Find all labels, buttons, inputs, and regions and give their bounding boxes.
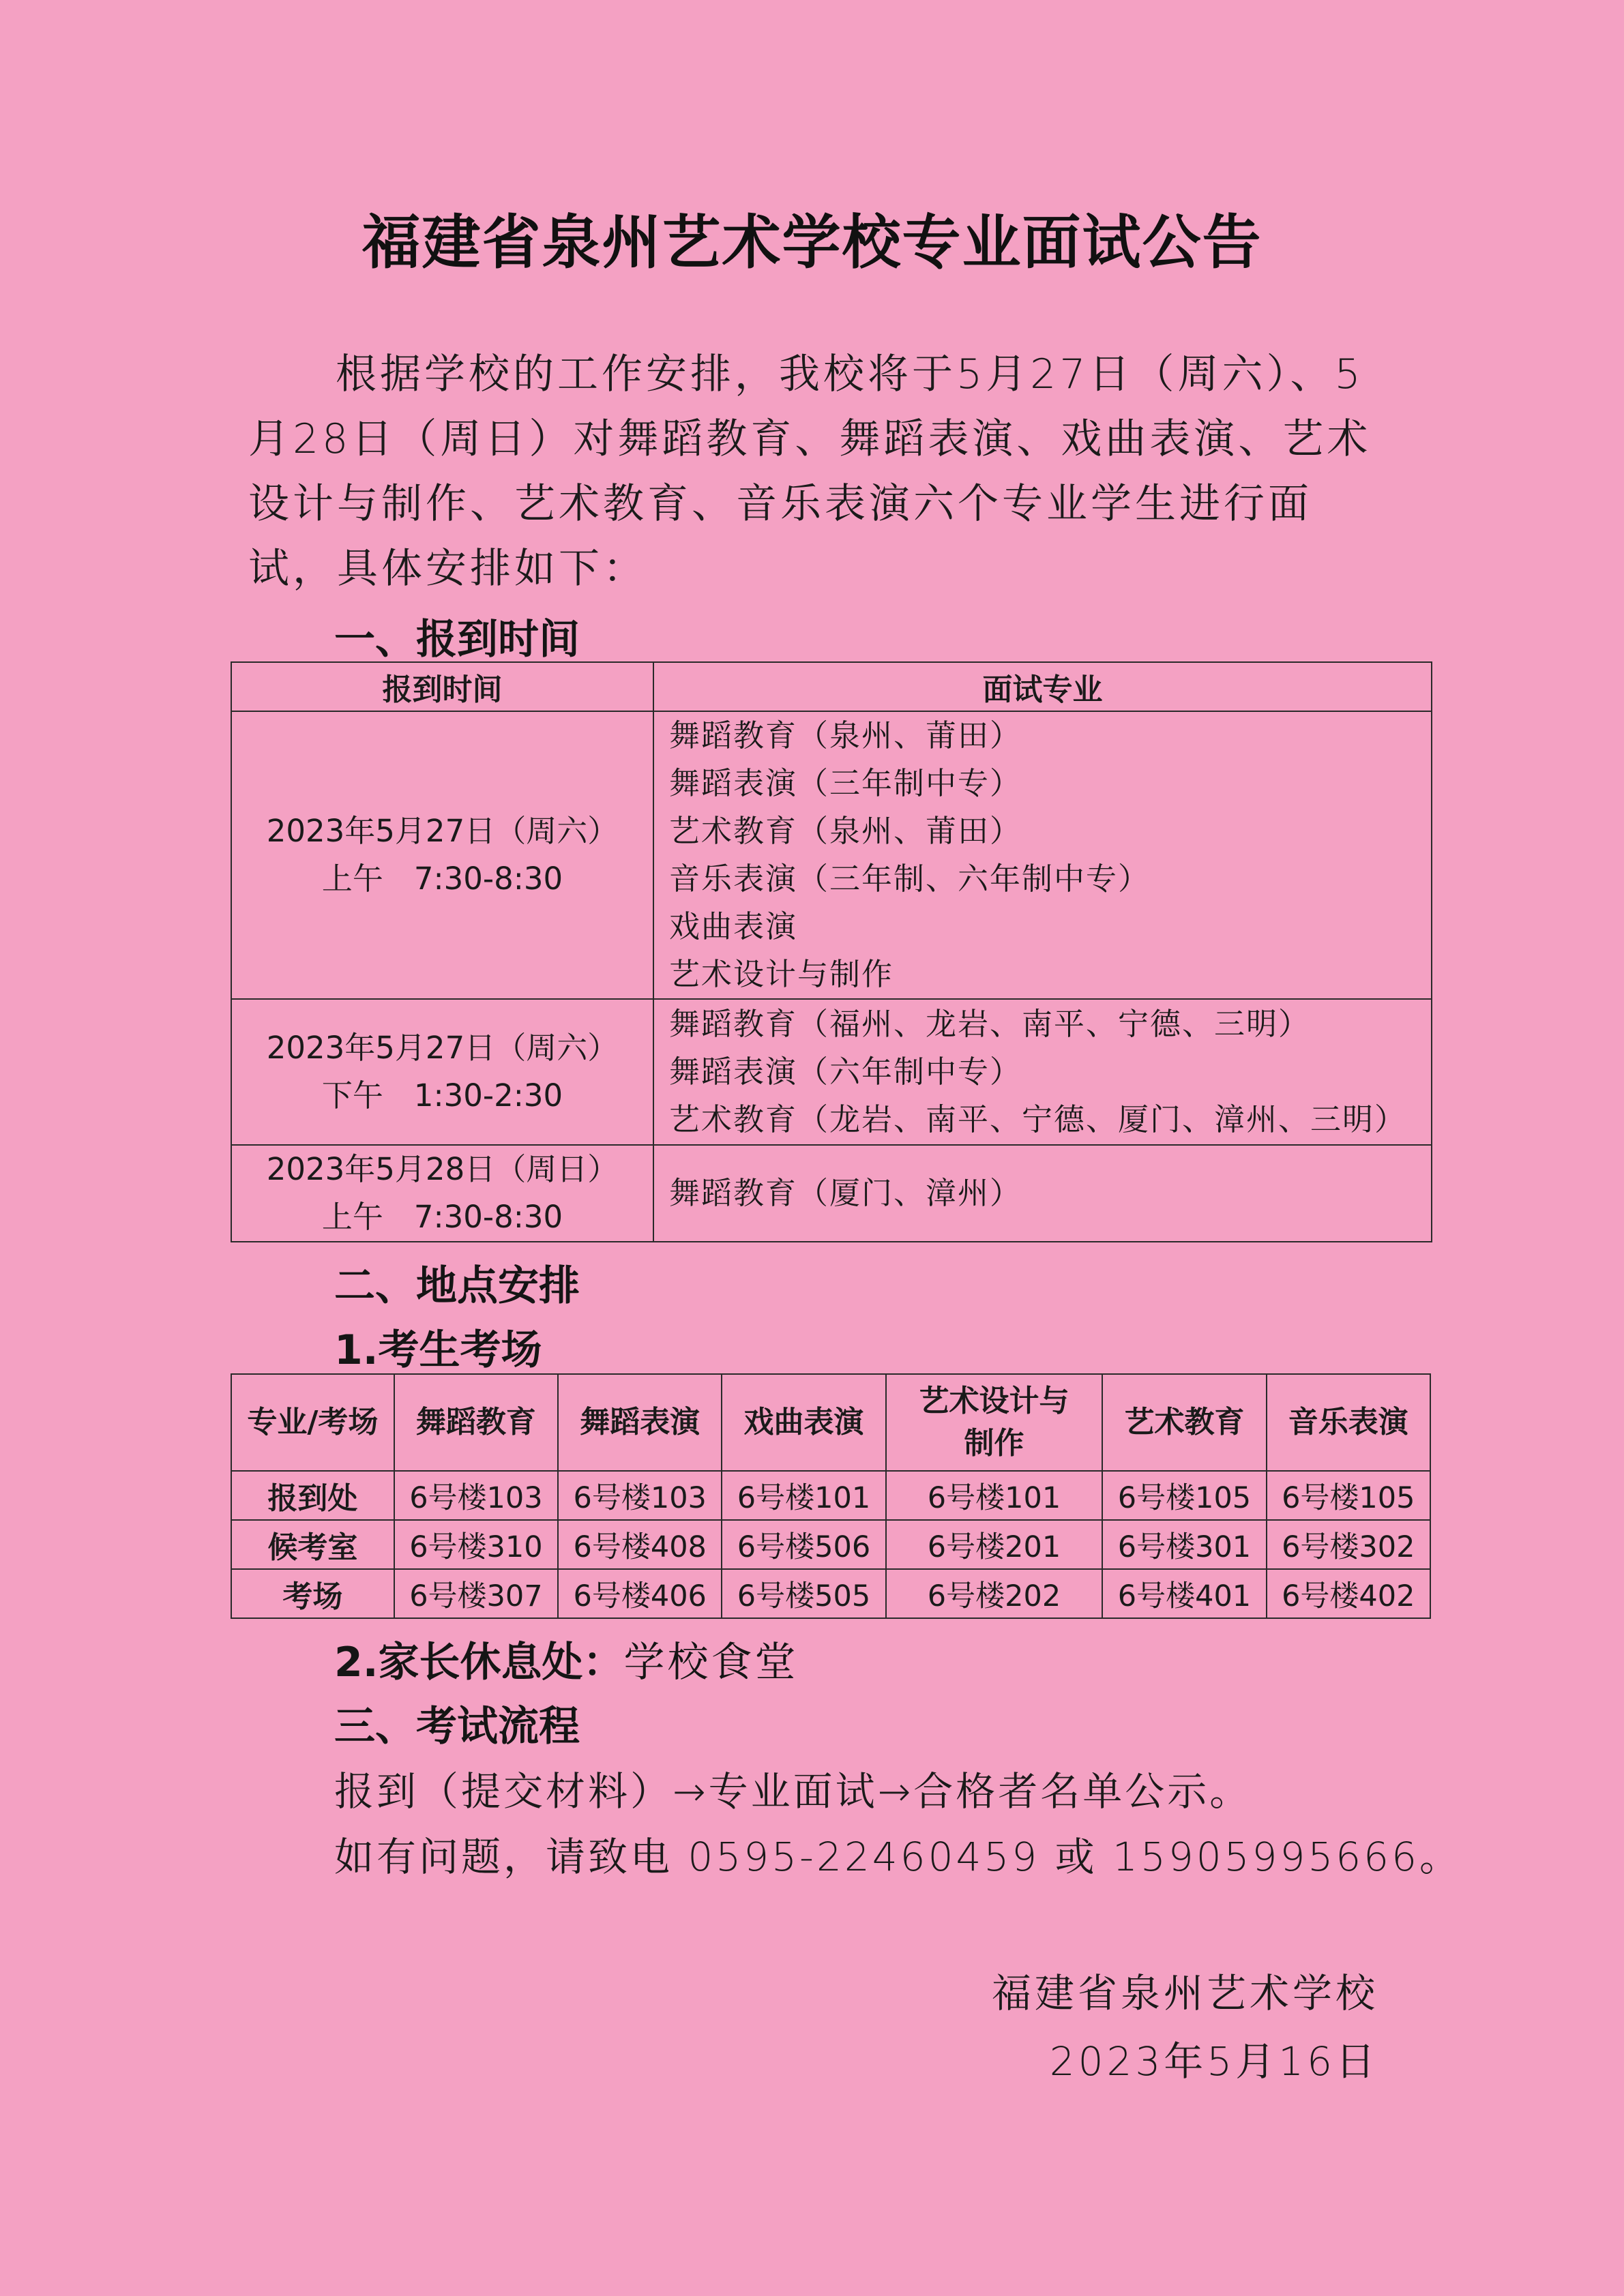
list-item: 艺术设计与制作 (669, 956, 894, 992)
column-header: 舞蹈教育 (394, 1374, 558, 1471)
table-row (231, 1569, 1430, 1618)
table-row (231, 711, 1432, 999)
exam-flow: 报到（提交材料）→专业面试→合格者名单公示。 (334, 1768, 1252, 1815)
table-header-majors: 面试专业 (653, 662, 1432, 711)
table-row (231, 1471, 1430, 1520)
table-row (231, 1520, 1430, 1569)
list-item: 舞蹈教育（福州、龙岩、南平、宁德、三明） (669, 1006, 1311, 1042)
table-cell: 6号楼105 (1267, 1471, 1430, 1520)
section2-sub1-heading: 1.考生考场 (334, 1326, 542, 1374)
parent-rest-label: 2.家长休息处： (334, 1639, 624, 1686)
table-cell: 6号楼103 (558, 1471, 722, 1520)
row-header: 考场 (231, 1569, 394, 1618)
major-list (653, 999, 1432, 1145)
registration-slot: 2023年5月28日（周日） 上午 7:30-8:30 (231, 1145, 653, 1242)
list-item: 舞蹈表演（六年制中专） (669, 1054, 1022, 1090)
table-cell: 6号楼105 (1102, 1471, 1266, 1520)
section2-heading: 二、地点安排 (334, 1262, 580, 1310)
major-list (653, 1145, 1432, 1242)
table-cell: 6号楼202 (886, 1569, 1103, 1618)
list-item: 舞蹈教育（泉州、莆田） (669, 717, 1022, 754)
table-cell: 6号楼402 (1267, 1569, 1430, 1618)
notice-title: 福建省泉州艺术学校专业面试公告 (361, 208, 1263, 277)
table-header-time: 报到时间 (231, 662, 653, 711)
table-cell: 6号楼401 (1102, 1569, 1266, 1618)
row-header: 候考室 (231, 1520, 394, 1569)
list-item: 舞蹈表演（三年制中专） (669, 765, 1022, 801)
column-header: 艺术设计与制作 (886, 1374, 1103, 1471)
list-item: 戏曲表演 (669, 908, 798, 944)
table-cell: 6号楼101 (722, 1471, 885, 1520)
list-item: 舞蹈教育（厦门、漳州） (669, 1175, 1022, 1211)
table-cell: 6号楼408 (558, 1520, 722, 1569)
column-header: 戏曲表演 (722, 1374, 885, 1471)
section3-heading: 三、考试流程 (334, 1703, 580, 1750)
contact-info: 如有问题，请致电 0595-22460459 或 15905995666。 (334, 1834, 1462, 1880)
parent-rest-value: 学校食堂 (623, 1639, 799, 1686)
major-list (653, 711, 1432, 999)
table-row (231, 999, 1432, 1145)
table-cell: 6号楼101 (886, 1471, 1103, 1520)
table-cell: 6号楼506 (722, 1520, 885, 1569)
table-cell: 6号楼201 (886, 1520, 1103, 1569)
table-row (231, 1145, 1432, 1242)
exam-room-table (231, 1373, 1431, 1619)
registration-time-table (231, 661, 1432, 1242)
row-header: 报到处 (231, 1471, 394, 1520)
registration-slot: 2023年5月27日（周六） 下午 1:30-2:30 (231, 999, 653, 1145)
table-cell: 6号楼301 (1102, 1520, 1266, 1569)
section1-heading: 一、报到时间 (334, 616, 580, 664)
table-cell: 6号楼406 (558, 1569, 722, 1618)
list-item: 艺术教育（泉州、莆田） (669, 813, 1022, 849)
column-header: 音乐表演 (1267, 1374, 1430, 1471)
intro-paragraph: 根据学校的工作安排，我校将于5月27日（周六）、5月28日（周日）对舞蹈教育、舞蹈表演、戏曲表演、艺术设计与制作、艺术教育、音乐表演六个专业学生进行面试，具体安排如下： (248, 351, 1372, 593)
signature-org: 福建省泉州艺术学校 (991, 1970, 1378, 2016)
parent-rest-area (334, 1630, 799, 1688)
list-item: 音乐表演（三年制、六年制中专） (669, 861, 1151, 897)
table-corner-header: 专业/考场 (231, 1374, 394, 1471)
table-cell: 6号楼103 (394, 1471, 558, 1520)
signature-date: 2023年5月16日 (1049, 2038, 1378, 2085)
table-cell: 6号楼302 (1267, 1520, 1430, 1569)
table-cell: 6号楼307 (394, 1569, 558, 1618)
table-cell: 6号楼505 (722, 1569, 885, 1618)
table-cell: 6号楼310 (394, 1520, 558, 1569)
column-header: 艺术教育 (1102, 1374, 1266, 1471)
list-item: 艺术教育（龙岩、南平、宁德、厦门、漳州、三明） (669, 1101, 1407, 1137)
registration-slot: 2023年5月27日（周六） 上午 7:30-8:30 (231, 711, 653, 999)
column-header: 舞蹈表演 (558, 1374, 722, 1471)
